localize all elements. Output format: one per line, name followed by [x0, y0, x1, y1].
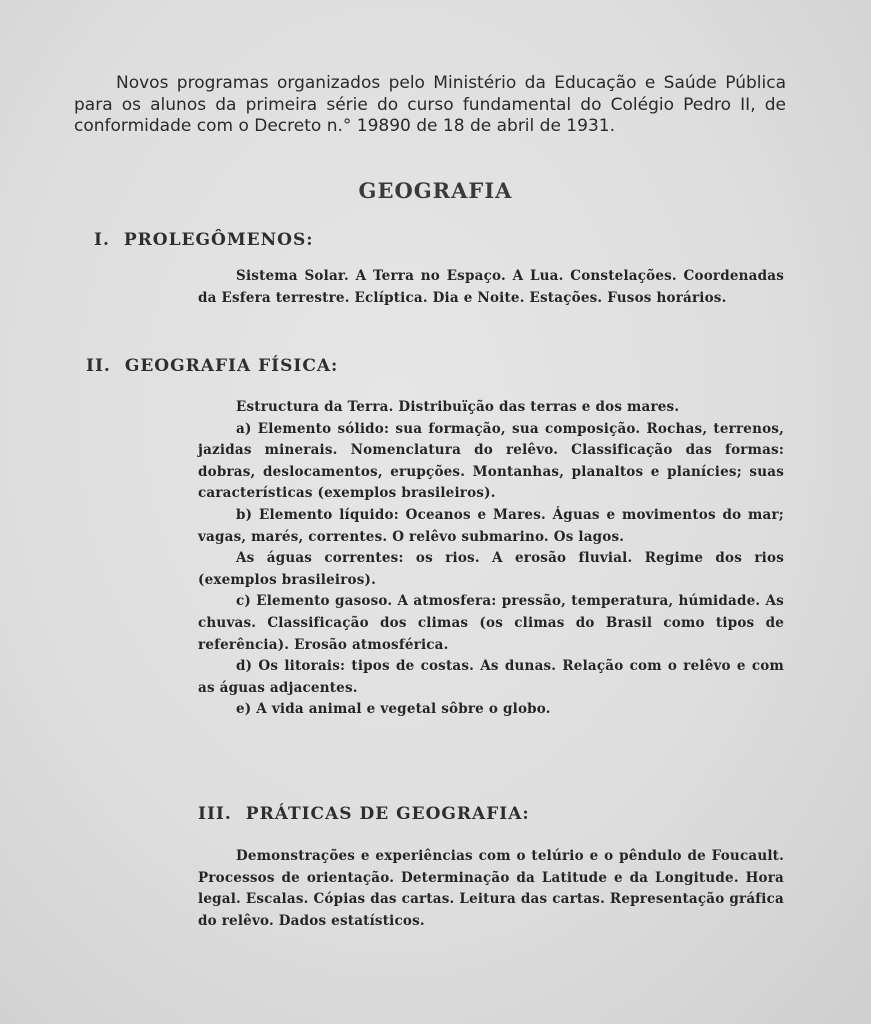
paragraph: a) Elemento sólido: sua formação, sua composição. Rochas, terrenos, jazidas minerais. Nomenclatura do relêvo. Classificação das formas: dobras, deslocamentos, erupções. Montanhas, planaltos e planícies; suas características (exemplos brasileiros).: [198, 420, 784, 502]
paragraph: c) Elemento gasoso. A atmosfera: pressão, temperatura, húmidade. As chuvas. Classificação dos climas (os climas do Brasil como tipos de referência). Erosão atmosférica.: [198, 593, 784, 653]
section-body-praticas: [198, 846, 784, 932]
page-title: GEOGRAFIA: [358, 178, 513, 203]
paragraph: Demonstrações e experiências com o telúrio e o pêndulo de Foucault. Processos de orientação. Determinação da Latitude e da Longitude. Hora legal. Escalas. Cópias das cartas. Leitura das cartas. Representação gráfica do relêvo. Dados estatísticos.: [198, 848, 784, 929]
section-title: PROLEGÔMENOS:: [123, 230, 314, 250]
paragraph: e) A vida animal e vegetal sôbre o globo.: [236, 701, 551, 718]
intro-paragraph: Novos programas organizados pelo Ministério da Educação e Saúde Pública para os alunos da primeira série do curso fundamental do Colégio Pedro II, de conformidade com o Decreto n.° 19890 de 18 de abril de 1931.: [74, 73, 786, 136]
paragraph: b) Elemento líquido: Oceanos e Mares. Águas e movimentos do mar; vagas, marés, correntes. O relêvo submarino. Os lagos.: [198, 506, 784, 545]
section-title: GEOGRAFIA FÍSICA:: [124, 356, 339, 376]
section-number: III.: [198, 804, 232, 824]
section-heading-prolegomenos: [94, 230, 314, 250]
paragraph: Sistema Solar. A Terra no Espaço. A Lua. Constelações. Coordenadas da Esfera terrestre. Eclíptica. Dia e Noite. Estações. Fusos horários.: [198, 268, 784, 306]
section-number: I.: [94, 230, 110, 250]
section-heading-praticas: [198, 804, 530, 824]
paragraph: d) Os litorais: tipos de costas. As dunas. Relação com o relêvo e com as águas adjacentes.: [198, 658, 784, 696]
section-body-prolegomenos: [198, 266, 784, 309]
section-title: PRÁTICAS DE GEOGRAFIA:: [245, 804, 530, 824]
paragraph: As águas correntes: os rios. A erosão fluvial. Regime dos rios (exemplos brasileiros).: [198, 550, 784, 588]
paragraph: Estructura da Terra. Distribuïção das terras e dos mares.: [236, 399, 680, 415]
section-body-geografia-fisica: [198, 397, 784, 721]
section-number: II.: [86, 356, 111, 376]
section-heading-geografia-fisica: [86, 356, 338, 376]
